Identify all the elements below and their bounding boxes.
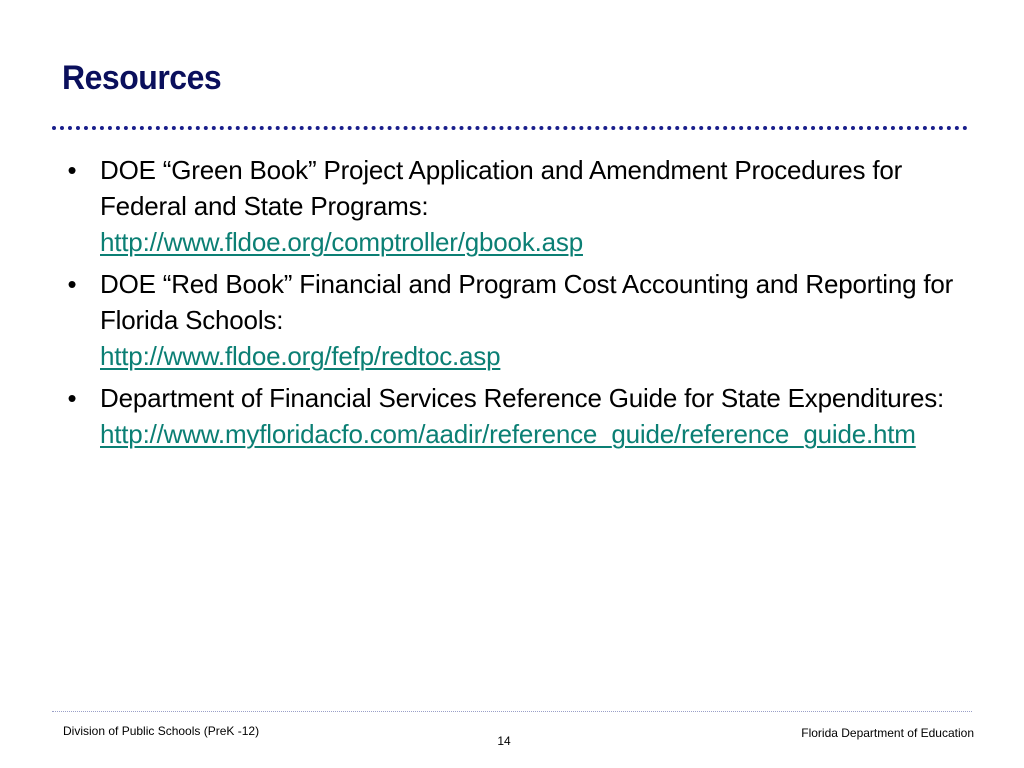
bullet-text: Department of Financial Services Reference Guide for State Expenditures: [100, 383, 945, 413]
bullet-item-reference-guide [62, 380, 967, 452]
bullet-marker: • [67, 155, 77, 185]
footer-divider [52, 711, 972, 712]
bullet-text: DOE “Red Book” Financial and Program Cost Accounting and Reporting for Florida Schools: [100, 269, 954, 335]
bullet-marker: • [67, 383, 77, 413]
bullet-item-red-book [62, 266, 967, 374]
bullet-marker: • [67, 269, 77, 299]
title-divider [52, 126, 968, 130]
bullet-item-green-book [62, 152, 967, 260]
green-book-link[interactable]: http://www.fldoe.org/comptroller/gbook.asp [100, 227, 583, 257]
bullet-text: DOE “Green Book” Project Application and Amendment Procedures for Federal and State Programs: [100, 155, 903, 221]
footer-division: Division of Public Schools (PreK -12) [63, 724, 260, 738]
bullet-list [62, 152, 967, 458]
red-book-link[interactable]: http://www.fldoe.org/fefp/redtoc.asp [100, 341, 501, 371]
slide-title: Resources [62, 59, 222, 97]
footer-department: Florida Department of Education [801, 726, 974, 740]
page-number: 14 [497, 734, 511, 748]
reference-guide-link[interactable]: http://www.myfloridacfo.com/aadir/reference_guide/reference_guide.htm [100, 419, 916, 449]
